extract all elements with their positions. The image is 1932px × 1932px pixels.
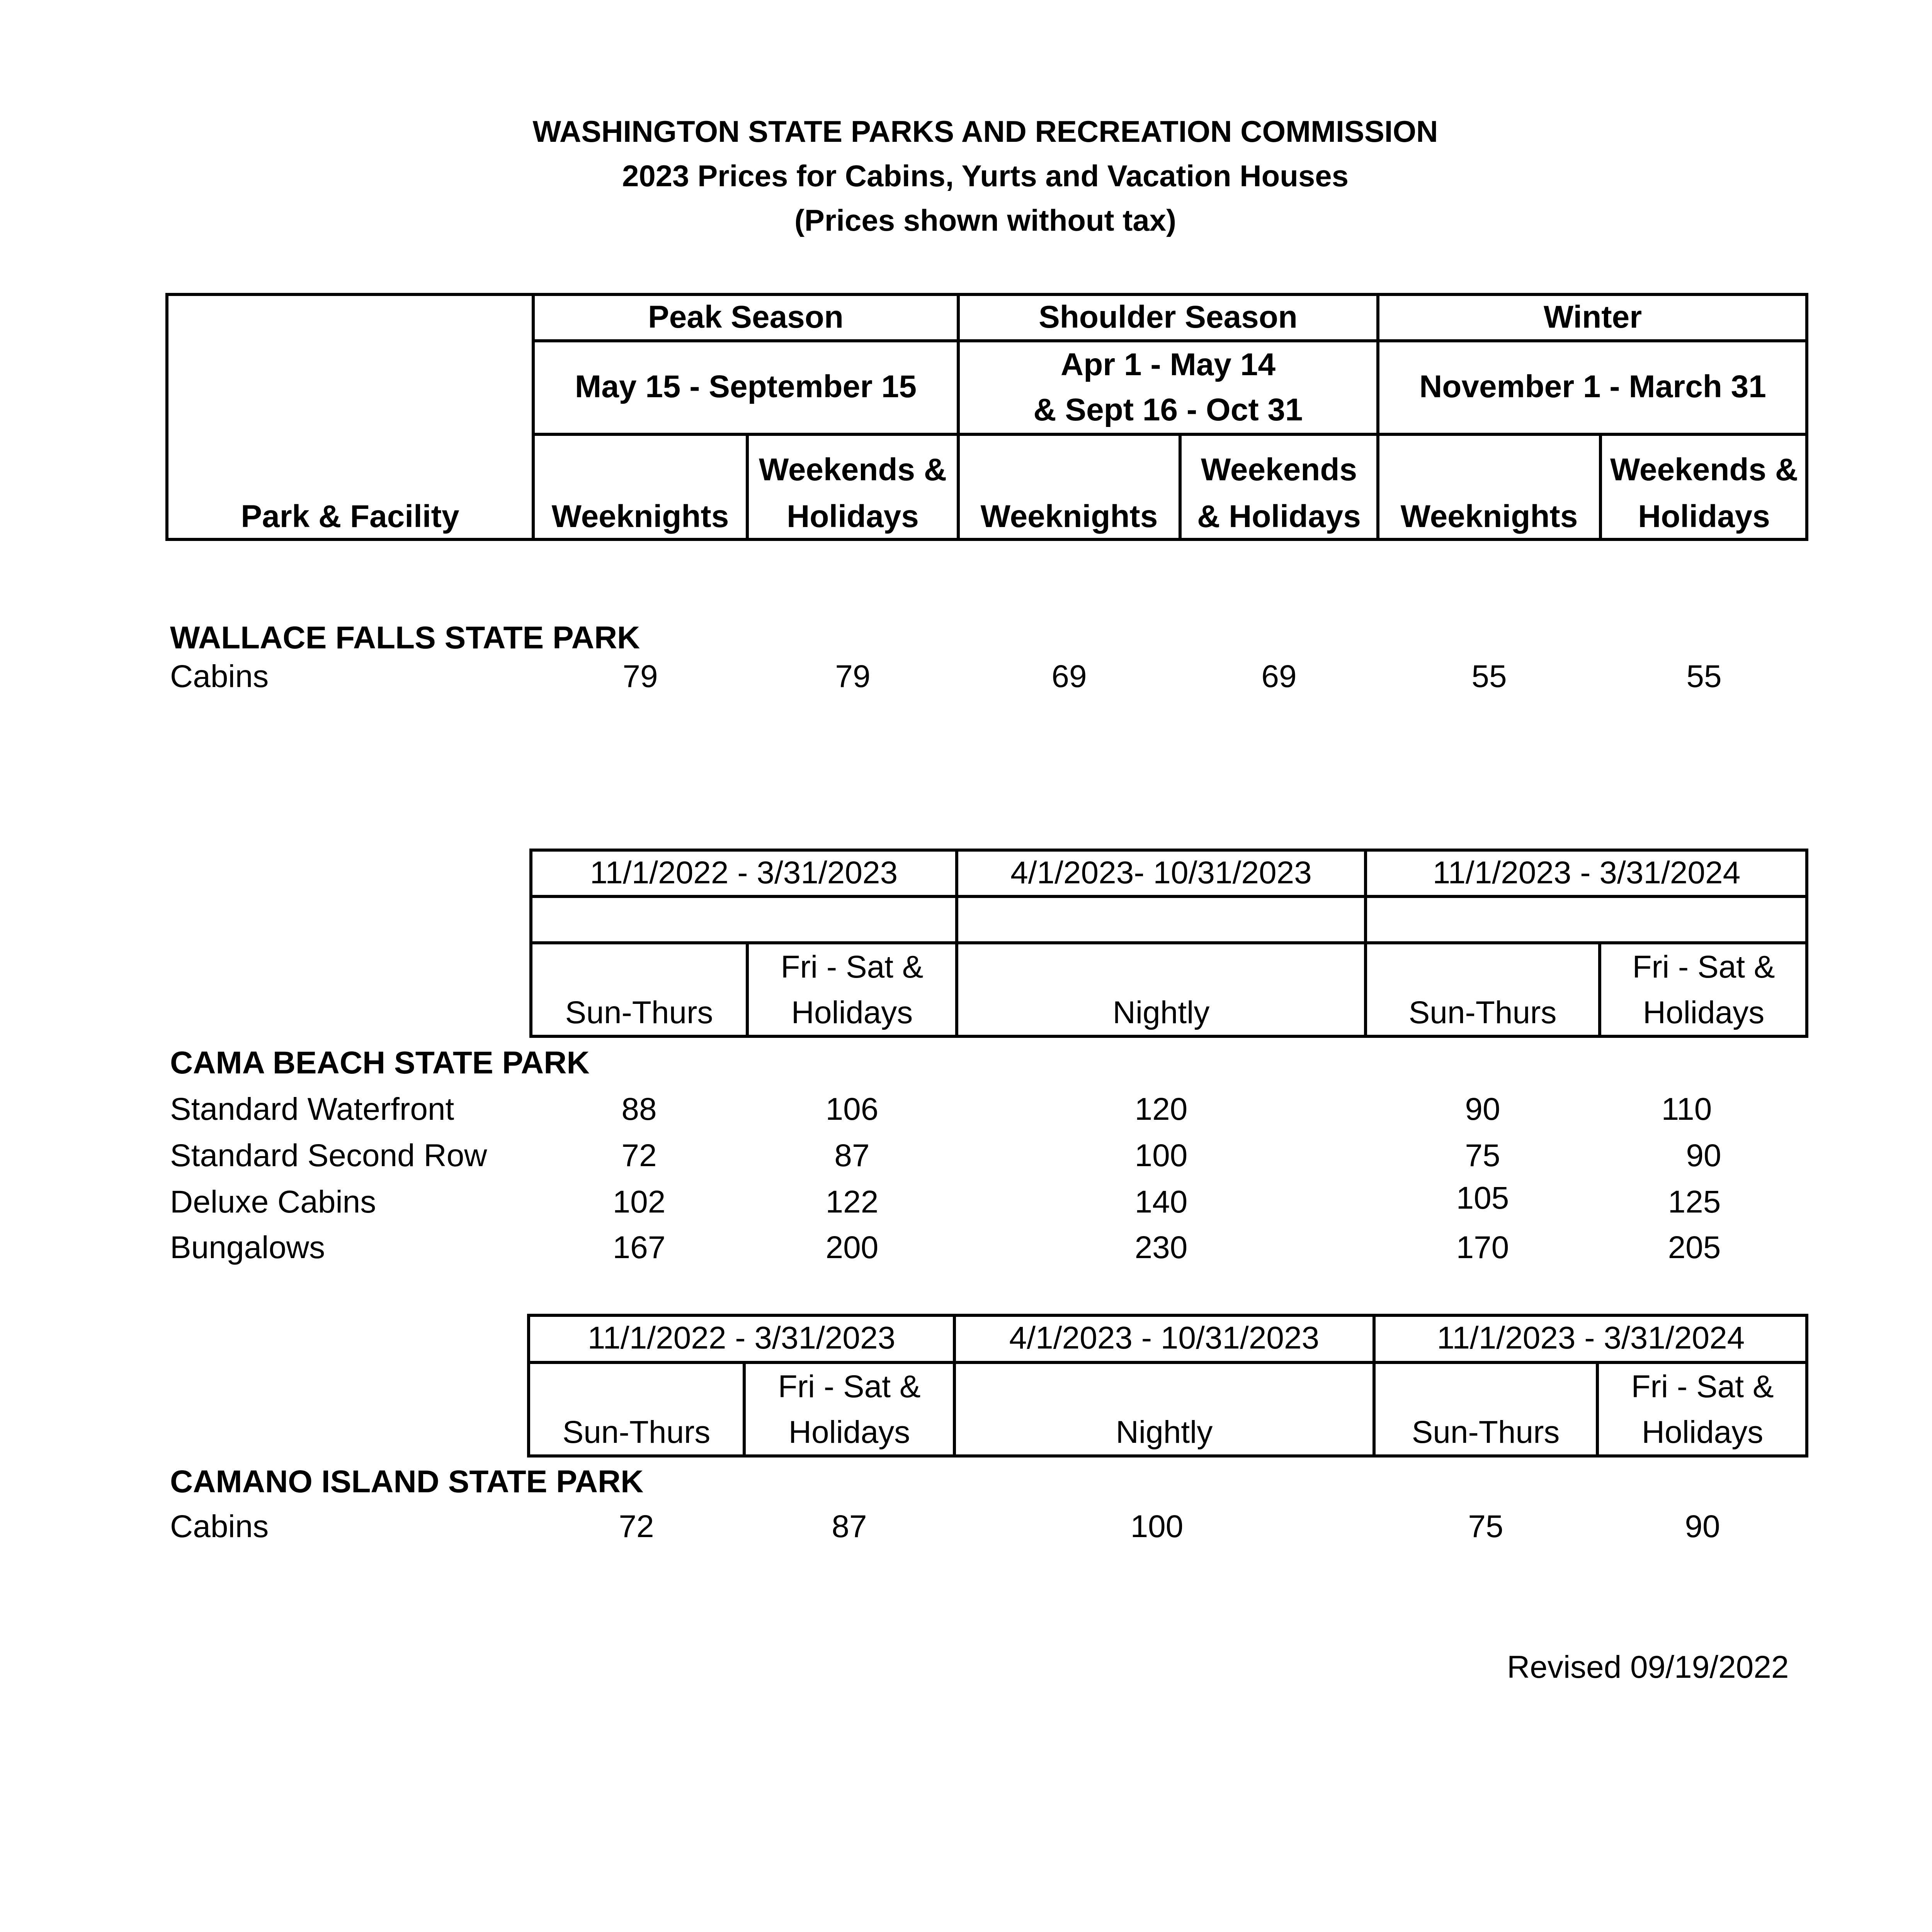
facility-name: Bungalows (170, 1230, 325, 1265)
winter-weeknights-header: Weeknights (1400, 499, 1578, 534)
price-cell: 106 (825, 1092, 879, 1127)
facility-name: Standard Waterfront (170, 1092, 454, 1127)
fri-sat-header-2: Holidays (788, 1415, 910, 1450)
fri-sat-header-1: Fri - Sat & (1632, 949, 1775, 985)
price-cell: 75 (1465, 1138, 1500, 1173)
price-cell: 120 (1134, 1092, 1188, 1127)
price-cell: 79 (622, 659, 658, 694)
sun-thurs-header: Sun-Thurs (565, 995, 713, 1030)
price-cell: 140 (1134, 1184, 1188, 1219)
period-header: 11/1/2022 - 3/31/2023 (587, 1320, 896, 1355)
price-cell: 72 (619, 1509, 654, 1544)
facility-name: Cabins (170, 1509, 269, 1544)
nightly-header: Nightly (1112, 995, 1210, 1030)
price-cell: 90 (1465, 1092, 1500, 1127)
shoulder-season-label: Shoulder Season (1039, 299, 1298, 335)
peak-weekends-header-1: Weekends & (759, 452, 947, 487)
doc-title: WASHINGTON STATE PARKS AND RECREATION COMMISSION (532, 114, 1438, 148)
shoulder-season-dates-2: & Sept 16 - Oct 31 (1033, 392, 1303, 427)
fri-sat-header-2: Holidays (1641, 1415, 1764, 1450)
price-cell: 205 (1668, 1230, 1721, 1265)
price-cell: 75 (1468, 1509, 1503, 1544)
price-cell: 87 (832, 1509, 867, 1544)
shoulder-weekends-header-2: & Holidays (1197, 499, 1361, 534)
shoulder-season-dates-1: Apr 1 - May 14 (1061, 347, 1276, 382)
sun-thurs-header: Sun-Thurs (562, 1415, 711, 1450)
price-cell: 87 (834, 1138, 870, 1173)
price-cell: 69 (1261, 659, 1297, 694)
period-header: 4/1/2023- 10/31/2023 (1010, 855, 1312, 890)
camano-island-park-name: CAMANO ISLAND STATE PARK (170, 1464, 644, 1499)
price-cell: 55 (1686, 659, 1722, 694)
price-cell: 122 (825, 1184, 879, 1219)
fri-sat-header-2: Holidays (791, 995, 913, 1030)
price-cell: 100 (1134, 1138, 1188, 1173)
price-cell: 105 (1456, 1180, 1509, 1216)
winter-weekends-header-2: Holidays (1638, 499, 1770, 534)
price-cell: 72 (621, 1138, 657, 1173)
period-header: 4/1/2023 - 10/31/2023 (1009, 1320, 1320, 1355)
park-facility-header: Park & Facility (241, 499, 459, 534)
shoulder-weekends-header-1: Weekends (1201, 452, 1357, 487)
winter-season-dates: November 1 - March 31 (1419, 369, 1766, 404)
shoulder-weeknights-header: Weeknights (980, 499, 1158, 534)
price-cell: 55 (1471, 659, 1507, 694)
winter-season-label: Winter (1543, 299, 1642, 335)
cama-beach-park-name: CAMA BEACH STATE PARK (170, 1045, 590, 1080)
period-header: 11/1/2023 - 3/31/2024 (1432, 855, 1741, 890)
price-cell: 79 (835, 659, 871, 694)
period-header: 11/1/2023 - 3/31/2024 (1437, 1320, 1745, 1355)
fri-sat-header-1: Fri - Sat & (778, 1369, 921, 1404)
facility-name: Standard Second Row (170, 1138, 487, 1173)
price-cell: 167 (612, 1230, 666, 1265)
price-cell: 125 (1668, 1184, 1721, 1219)
wallace-falls-park-name: WALLACE FALLS STATE PARK (170, 620, 640, 655)
price-cell: 110 (1661, 1092, 1712, 1127)
price-cell: 69 (1051, 659, 1087, 694)
sun-thurs-header: Sun-Thurs (1408, 995, 1557, 1030)
price-cell: 88 (621, 1092, 657, 1127)
revised-date: Revised 09/19/2022 (1507, 1650, 1789, 1685)
price-cell: 90 (1686, 1138, 1721, 1173)
winter-weekends-header-1: Weekends & (1610, 452, 1798, 487)
fri-sat-header-2: Holidays (1643, 995, 1765, 1030)
price-cell: 230 (1134, 1230, 1188, 1265)
price-cell: 100 (1130, 1509, 1184, 1544)
price-cell: 200 (825, 1230, 879, 1265)
peak-season-label: Peak Season (648, 299, 844, 335)
peak-weekends-header-2: Holidays (787, 499, 919, 534)
fri-sat-header-1: Fri - Sat & (781, 949, 923, 985)
fri-sat-header-1: Fri - Sat & (1631, 1369, 1774, 1404)
sun-thurs-header: Sun-Thurs (1412, 1415, 1560, 1450)
peak-season-dates: May 15 - September 15 (575, 369, 917, 404)
doc-subtitle: 2023 Prices for Cabins, Yurts and Vacation Houses (622, 159, 1349, 193)
price-cell: 102 (612, 1184, 666, 1219)
nightly-header: Nightly (1116, 1415, 1213, 1450)
facility-name: Cabins (170, 659, 269, 694)
facility-name: Deluxe Cabins (170, 1184, 376, 1219)
price-cell: 90 (1685, 1509, 1720, 1544)
peak-weeknights-header: Weeknights (551, 499, 729, 534)
price-cell: 170 (1456, 1230, 1509, 1265)
doc-note: (Prices shown without tax) (794, 203, 1177, 237)
period-header: 11/1/2022 - 3/31/2023 (590, 855, 898, 890)
